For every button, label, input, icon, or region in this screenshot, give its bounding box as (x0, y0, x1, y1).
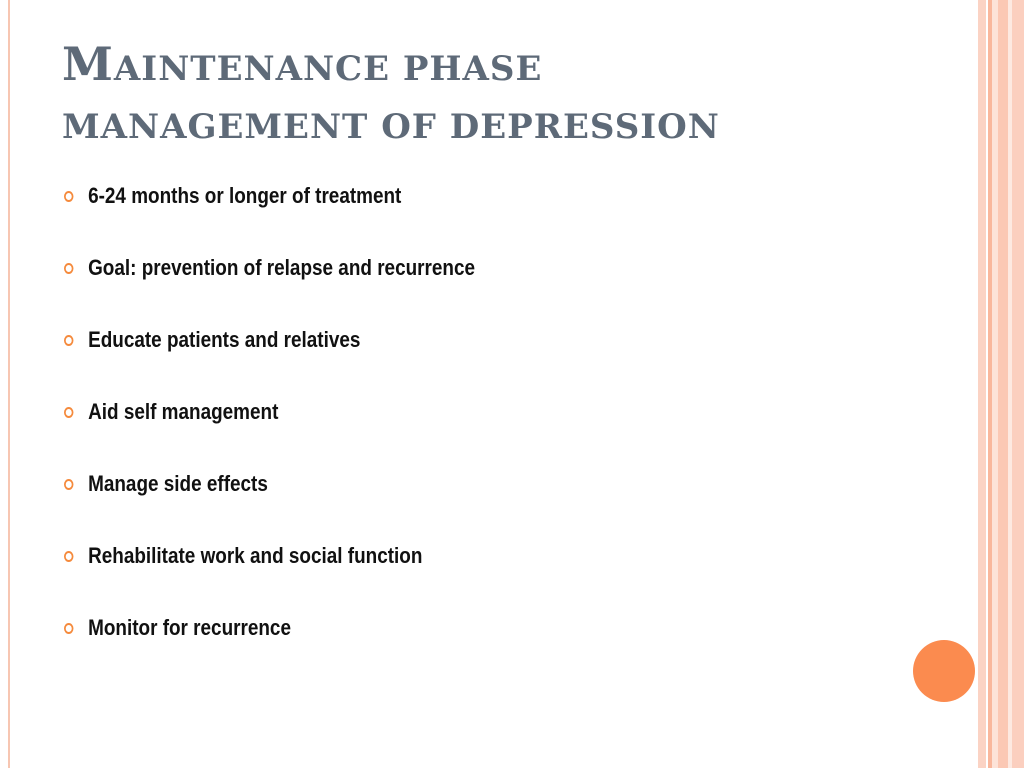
title-line-1 (62, 34, 942, 99)
bullet-circle-icon (64, 551, 73, 562)
right-stripe (978, 0, 986, 768)
right-stripe (1012, 0, 1024, 768)
bullet-item (64, 177, 475, 249)
bullet-item (64, 537, 475, 609)
bullet-text: Rehabilitate work and social function (88, 543, 423, 568)
bullet-circle-icon (64, 263, 73, 274)
bullet-item (64, 609, 475, 681)
bullet-item (64, 465, 475, 537)
title-initial-cap: M (62, 37, 114, 91)
bullet-circle-icon (64, 623, 73, 634)
decorative-circle (913, 640, 975, 702)
left-border-line (8, 0, 10, 768)
bullet-item (64, 321, 475, 393)
bullet-text: Manage side effects (88, 471, 268, 496)
title-line-1-text: AINTENANCE PHASE (113, 49, 543, 89)
bullet-text: 6-24 months or longer of treatment (88, 183, 402, 208)
bullet-circle-icon (64, 191, 73, 202)
bullet-text: Educate patients and relatives (88, 327, 361, 352)
bullet-circle-icon (64, 479, 73, 490)
bullet-text: Aid self management (88, 399, 279, 424)
right-stripe (998, 0, 1008, 768)
bullet-text: Goal: prevention of relapse and recurrence (88, 255, 476, 280)
bullet-item (64, 393, 475, 465)
title-line-2: MANAGEMENT OF DEPRESSION (62, 107, 720, 147)
slide-title (62, 34, 942, 157)
bullet-circle-icon (64, 407, 73, 418)
bullet-circle-icon (64, 335, 73, 346)
bullet-item (64, 249, 475, 321)
bullet-text: Monitor for recurrence (88, 615, 291, 640)
bullet-list (64, 177, 542, 681)
